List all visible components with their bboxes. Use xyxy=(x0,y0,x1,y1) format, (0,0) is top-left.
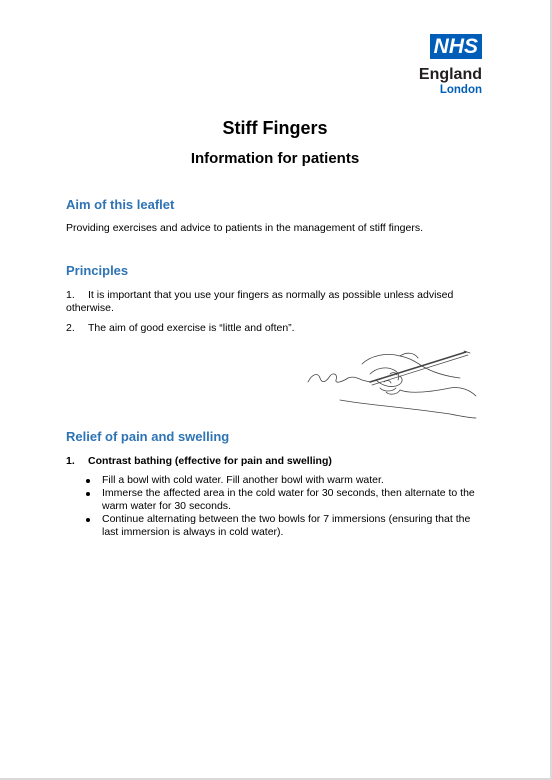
bullet-text: Fill a bowl with cold water. Fill another bowl with warm water. xyxy=(102,474,384,486)
subheading-text: Contrast bathing (effective for pain and swelling) xyxy=(88,455,332,467)
section-heading-relief: Relief of pain and swelling xyxy=(66,429,230,444)
list-number: 1. xyxy=(66,289,75,301)
contrast-bathing-steps xyxy=(86,474,486,539)
nhs-logo-mark: NHS xyxy=(430,34,482,59)
hand-writing-sketch-image xyxy=(300,344,486,422)
list-item xyxy=(86,487,486,513)
bullet-icon xyxy=(86,479,90,483)
principle-text: It is important that you use your fingers as normally as possible unless advised otherwise. xyxy=(66,289,454,314)
list-item xyxy=(86,513,486,539)
aim-text: Providing exercises and advice to patients in the management of stiff fingers. xyxy=(66,222,424,234)
bullet-text: Continue alternating between the two bowls for 7 immersions (ensuring that the last immersion is always in cold water). xyxy=(102,513,471,538)
nhs-england-london-logo xyxy=(419,34,482,96)
logo-region: England xyxy=(418,66,482,83)
list-item xyxy=(86,474,486,487)
document-title: Stiff Fingers xyxy=(222,118,328,138)
bullet-icon xyxy=(86,518,90,522)
logo-subregion: London xyxy=(439,84,482,96)
section-heading-principles: Principles xyxy=(66,263,129,278)
principle-item-2 xyxy=(66,322,486,335)
contrast-bathing-subheading xyxy=(66,455,332,467)
section-heading-aim: Aim of this leaflet xyxy=(66,197,175,212)
document-subtitle: Information for patients xyxy=(190,150,360,167)
list-number: 2. xyxy=(66,322,75,334)
bullet-icon xyxy=(86,492,90,496)
principle-text: The aim of good exercise is “little and often”. xyxy=(88,322,295,334)
bullet-text: Immerse the affected area in the cold water for 30 seconds, then alternate to the warm water for 30 seconds. xyxy=(102,487,475,512)
list-number: 1. xyxy=(66,455,75,467)
principle-item-1 xyxy=(66,289,486,315)
